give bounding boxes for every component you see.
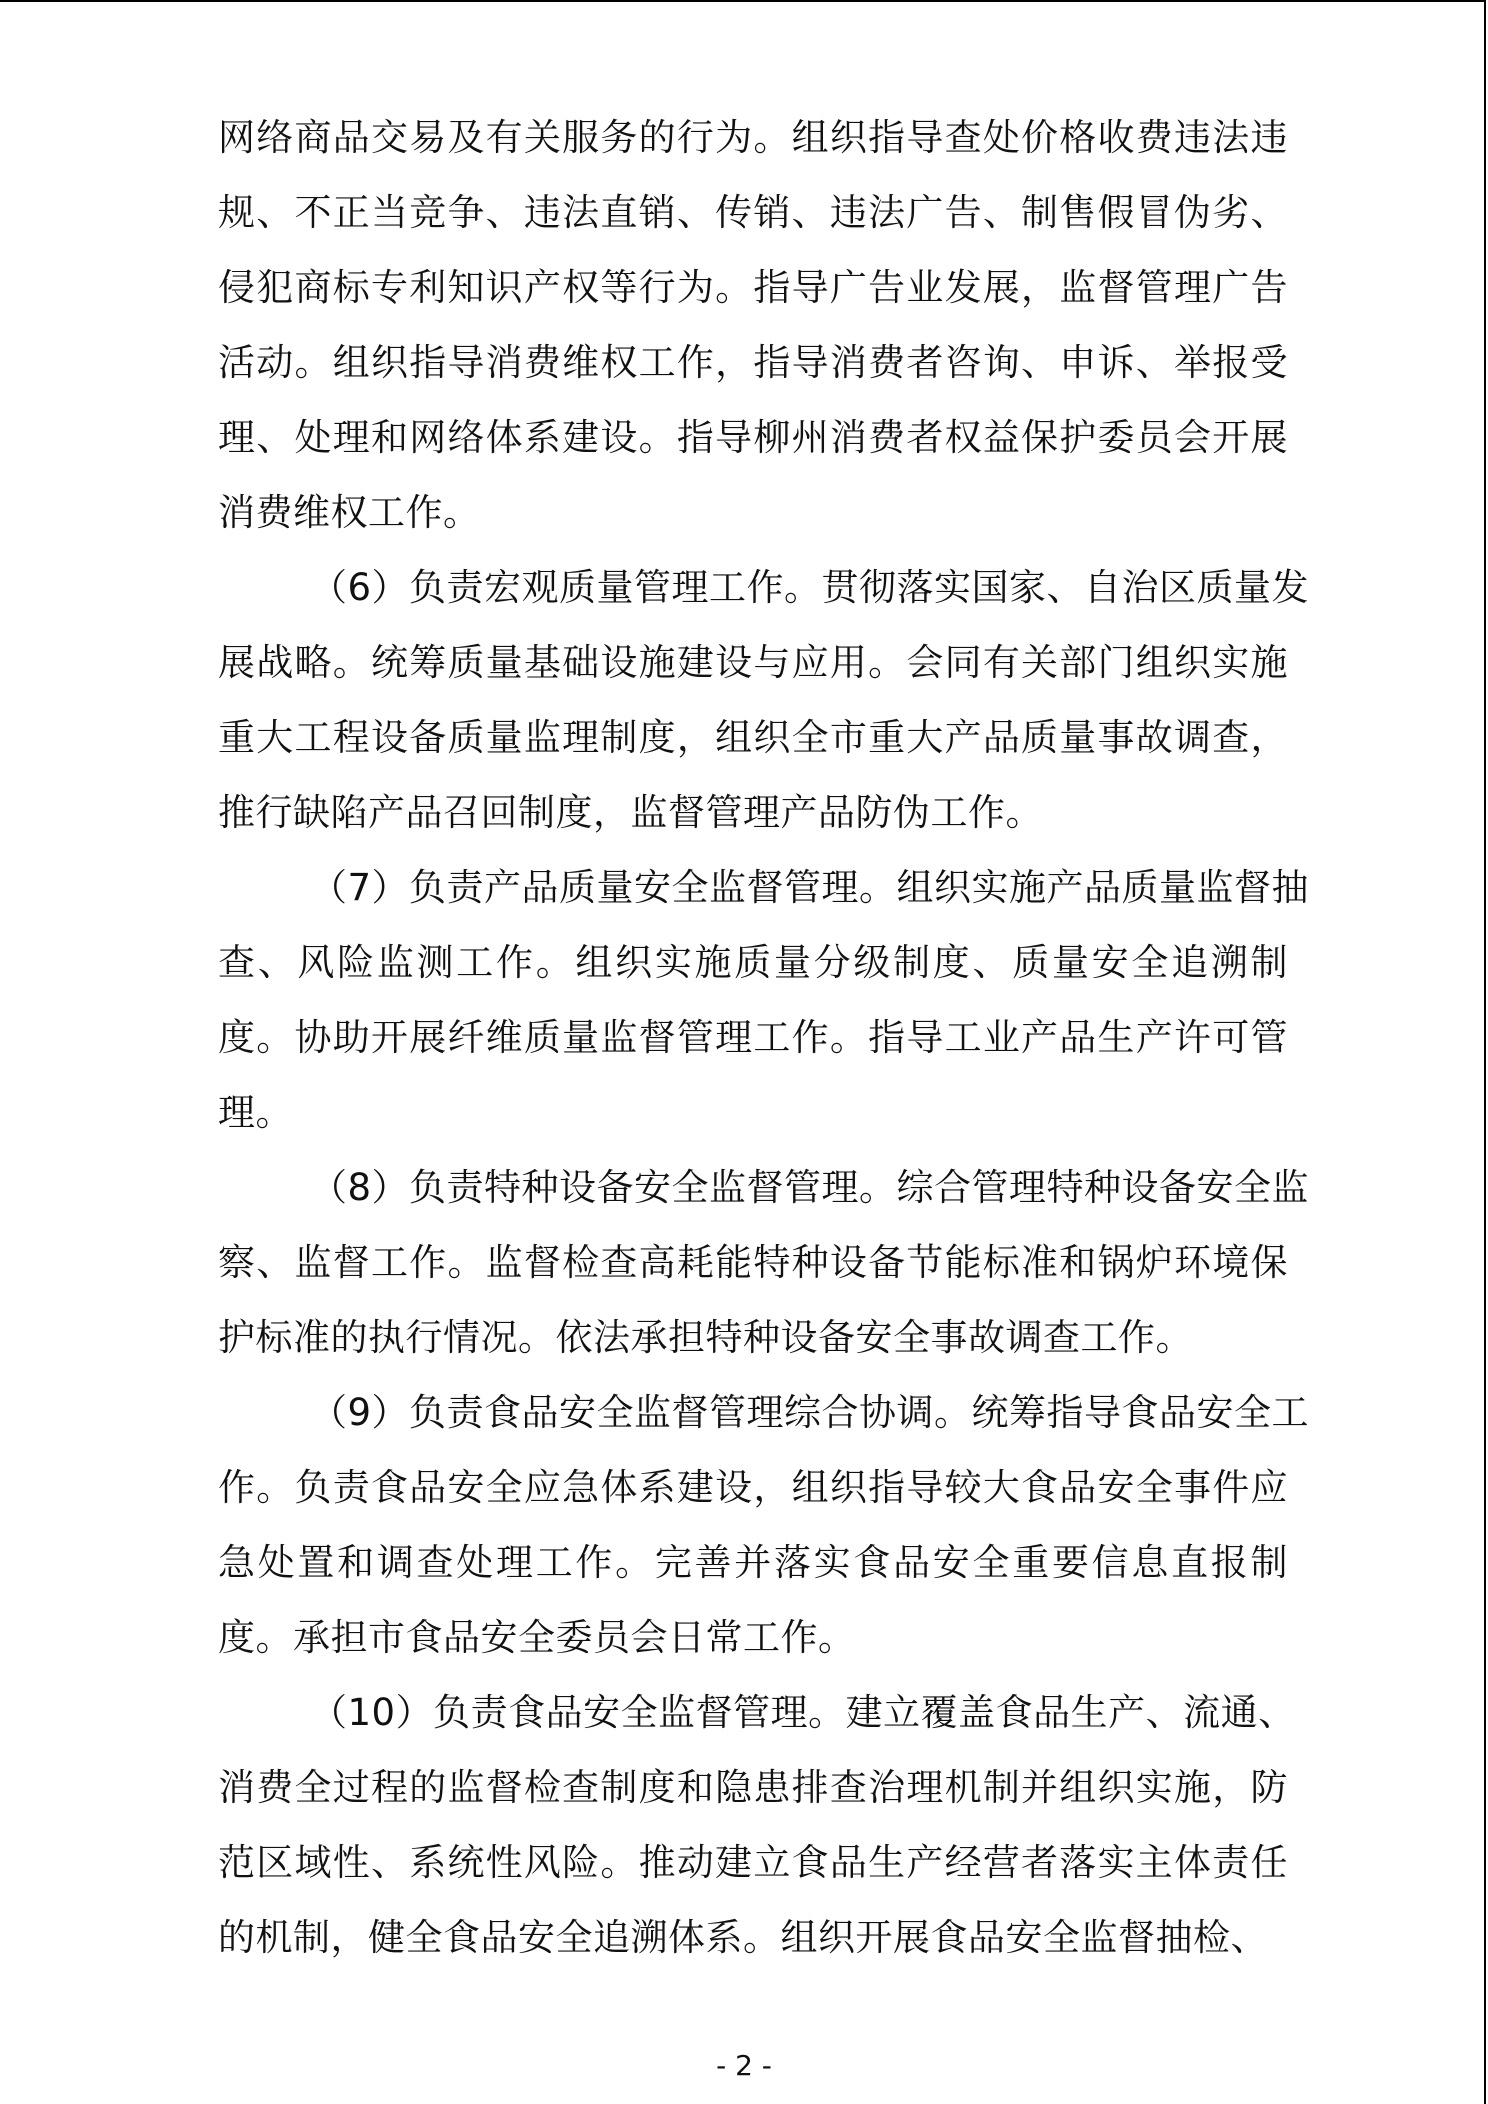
text-line: 侵犯商标专利知识产权等行为。指导广告业发展，监督管理广告 <box>218 266 1288 309</box>
text-line: 理。 <box>218 1091 293 1134</box>
text-line: （6）负责宏观质量管理工作。贯彻落实国家、自治区质量发 <box>310 566 1310 609</box>
text-line: 护标准的执行情况。依法承担特种设备安全事故调查工作。 <box>218 1316 1193 1359</box>
text-line: 查、风险监测工作。组织实施质量分级制度、质量安全追溯制 <box>218 941 1288 984</box>
text-line: 范区域性、系统性风险。推动建立食品生产经营者落实主体责任 <box>218 1841 1288 1884</box>
text-line: 展战略。统筹质量基础设施建设与应用。会同有关部门组织实施 <box>218 641 1288 684</box>
page-number: - 2 - <box>716 2049 772 2082</box>
text-line: 度。协助开展纤维质量监督管理工作。指导工业产品生产许可管 <box>218 1016 1288 1059</box>
text-line: 网络商品交易及有关服务的行为。组织指导查处价格收费违法违 <box>218 116 1288 159</box>
text-line: 规、不正当竞争、违法直销、传销、违法广告、制售假冒伪劣、 <box>218 191 1288 234</box>
text-line: 重大工程设备质量监理制度，组织全市重大产品质量事故调查， <box>218 716 1288 759</box>
text-line: 消费全过程的监督检查制度和隐患排查治理机制并组织实施，防 <box>218 1766 1288 1809</box>
text-line: （9）负责食品安全监督管理综合协调。统筹指导食品安全工 <box>310 1391 1310 1434</box>
text-line: （7）负责产品质量安全监督管理。组织实施产品质量监督抽 <box>310 866 1310 909</box>
text-line: 推行缺陷产品召回制度，监督管理产品防伪工作。 <box>218 791 1043 834</box>
text-line: 察、监督工作。监督检查高耗能特种设备节能标准和锅炉环境保 <box>218 1241 1288 1284</box>
text-line: 的机制，健全食品安全追溯体系。组织开展食品安全监督抽检、 <box>218 1916 1268 1959</box>
text-line: 活动。组织指导消费维权工作，指导消费者咨询、申诉、举报受 <box>218 341 1288 384</box>
text-line: 度。承担市食品安全委员会日常工作。 <box>218 1616 856 1659</box>
text-line: （8）负责特种设备安全监督管理。综合管理特种设备安全监 <box>310 1166 1310 1209</box>
text-line: 急处置和调查处理工作。完善并落实食品安全重要信息直报制 <box>218 1541 1288 1584</box>
text-line: （10）负责食品安全监督管理。建立覆盖食品生产、流通、 <box>310 1691 1296 1734</box>
body-text <box>218 100 1310 1975</box>
text-line: 消费维权工作。 <box>218 491 481 534</box>
text-line: 理、处理和网络体系建设。指导柳州消费者权益保护委员会开展 <box>218 416 1288 459</box>
text-line: 作。负责食品安全应急体系建设，组织指导较大食品安全事件应 <box>218 1466 1288 1509</box>
